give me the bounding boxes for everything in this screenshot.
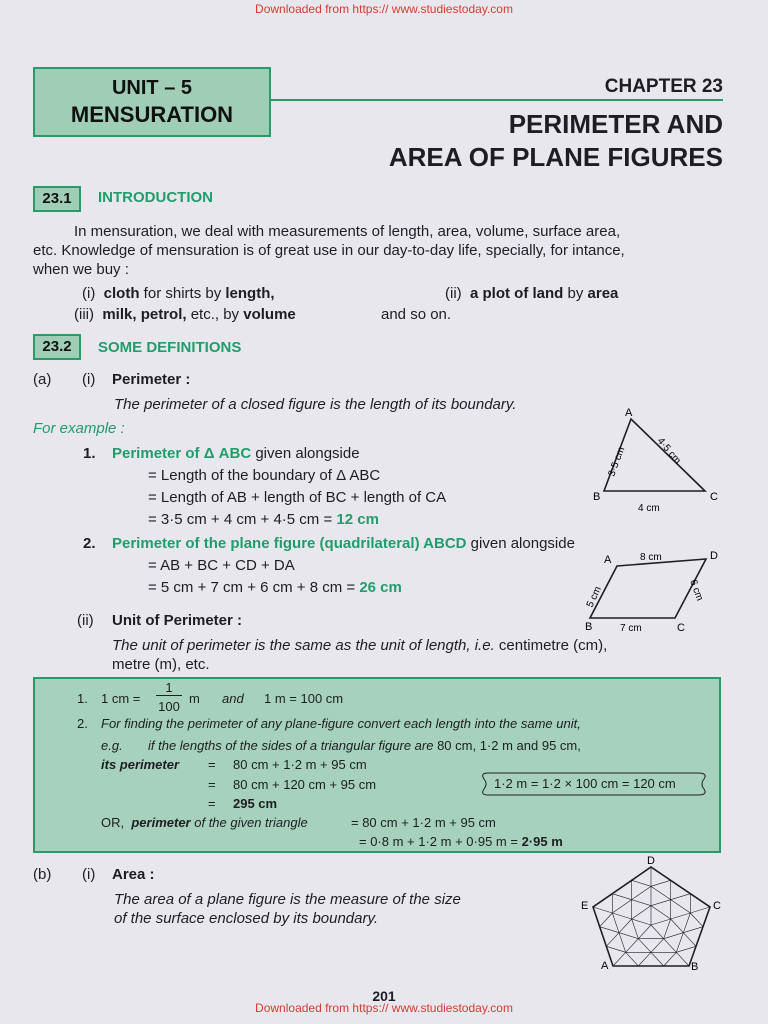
pentagon-mesh-edge bbox=[638, 939, 651, 953]
pentagon-mesh-edge bbox=[683, 913, 690, 933]
pentagon-mesh-edge bbox=[619, 933, 626, 953]
header-rule bbox=[271, 99, 723, 101]
pent-vertex-c: C bbox=[713, 900, 721, 912]
triangle-side-ab: 3·5 cm bbox=[606, 445, 628, 479]
pentagon-mesh-edge bbox=[626, 939, 639, 953]
example-2-line1: = AB + BC + CD + DA bbox=[148, 557, 295, 574]
for-example-label: For example : bbox=[33, 420, 125, 437]
area-heading: Area : bbox=[112, 866, 155, 883]
pentagon-mesh-edge bbox=[600, 927, 619, 933]
note-or-line1: = 80 cm + 1·2 m + 95 cm bbox=[351, 815, 496, 830]
note-or: OR, perimeter of the given triangle bbox=[101, 815, 308, 830]
pentagon-mesh-edge bbox=[651, 939, 664, 953]
chapter-title-line1: PERIMETER AND bbox=[508, 109, 723, 139]
note-2-number: 2. bbox=[77, 716, 88, 731]
pentagon-mesh-edge bbox=[600, 913, 613, 927]
item-a-label: (a) bbox=[33, 371, 52, 388]
pentagon-mesh-edge bbox=[651, 919, 671, 925]
item-b-label: (b) bbox=[33, 866, 52, 883]
pentagon-mesh-edge bbox=[651, 906, 671, 919]
example-1-line3: = 3·5 cm + 4 cm + 4·5 cm = 12 cm bbox=[148, 511, 379, 528]
unit-definition-line2: metre (m), etc. bbox=[112, 656, 210, 673]
quad-side-ad: 8 cm bbox=[640, 552, 662, 563]
section-title-introduction: INTRODUCTION bbox=[98, 189, 213, 206]
note-1-numerator: 1 bbox=[156, 681, 182, 696]
example-1-title: Perimeter of Δ ABC given alongside bbox=[112, 445, 360, 462]
pentagon-mesh-edge bbox=[632, 900, 651, 906]
perimeter-heading: Perimeter : bbox=[112, 371, 191, 388]
unit-number: UNIT – 5 bbox=[111, 77, 193, 99]
note-or-line2: = 0·8 m + 1·2 m + 0·95 m = 2·95 m bbox=[359, 834, 563, 849]
example-2-line2: = 5 cm + 7 cm + 6 cm + 8 cm = 26 cm bbox=[148, 579, 402, 596]
example-1-line2: = Length of AB + length of BC + length of CA bbox=[148, 489, 447, 506]
pentagon-mesh-edge bbox=[664, 952, 677, 966]
quad-vertex-a: A bbox=[604, 554, 612, 566]
pentagon-mesh-edge bbox=[632, 886, 651, 899]
note-its-perimeter: its perimeter bbox=[101, 757, 180, 772]
pentagon-mesh-edge bbox=[606, 933, 619, 947]
note-1-and: and bbox=[222, 691, 244, 706]
pentagon-mesh-edge bbox=[690, 913, 703, 927]
pentagon-mesh-edge bbox=[676, 946, 696, 952]
quad-side-cd: 6 cm bbox=[687, 578, 705, 603]
section-number-23-2: 23.2 bbox=[33, 334, 81, 360]
pentagon-mesh-edge bbox=[606, 946, 625, 952]
section-title-definitions: SOME DEFINITIONS bbox=[98, 339, 242, 356]
download-banner-top[interactable]: Downloaded from https:// www.studiestoday.com bbox=[255, 2, 513, 16]
example-1-line1: = Length of the boundary of Δ ABC bbox=[148, 467, 381, 484]
pentagon-mesh-edge bbox=[612, 894, 631, 900]
triangle-vertex-a: A bbox=[625, 407, 633, 419]
quadrilateral-abcd-figure bbox=[570, 546, 725, 638]
chapter-title-line2: AREA OF PLANE FIGURES bbox=[388, 142, 723, 172]
quad-vertex-c: C bbox=[677, 622, 685, 634]
example-2-number: 2. bbox=[83, 535, 96, 552]
note-1-number: 1. bbox=[77, 691, 88, 706]
quad-side-bc: 7 cm bbox=[620, 623, 642, 634]
chapter-label: CHAPTER 23 bbox=[604, 76, 723, 97]
note-2-text: For finding the perimeter of any plane-figure convert each length into the same unit, bbox=[101, 716, 581, 731]
note-eq-3: = bbox=[208, 796, 216, 811]
pentagon-mesh-edge bbox=[651, 880, 671, 886]
pentagon-mesh-edge bbox=[651, 900, 671, 906]
pentagon-mesh-edge bbox=[632, 919, 651, 925]
pentagon-mesh-edge bbox=[671, 900, 691, 913]
pentagon-mesh-edge bbox=[612, 913, 631, 919]
pentagon-mesh-edge bbox=[619, 919, 632, 933]
pentagon-mesh-edge bbox=[626, 952, 639, 966]
pent-vertex-e: E bbox=[581, 900, 589, 912]
area-definition-line1: The area of a plane figure is the measure of the size bbox=[114, 891, 461, 908]
pentagon-mesh-edge bbox=[632, 880, 651, 886]
note-1-denominator: 100 bbox=[158, 699, 180, 714]
quad-vertex-b: B bbox=[585, 621, 593, 633]
conversion-cloud-text: 1·2 m = 1·2 × 100 cm = 120 cm bbox=[494, 776, 676, 791]
pentagon-mesh-edge bbox=[632, 906, 651, 919]
download-banner-bottom[interactable]: Downloaded from https:// www.studiestoday.com bbox=[255, 1001, 513, 1015]
example-1-number: 1. bbox=[83, 445, 96, 462]
unit-box bbox=[33, 67, 271, 137]
section-number-23-1: 23.1 bbox=[33, 186, 81, 212]
pentagon-mesh-edge bbox=[593, 907, 612, 913]
pentagon-mesh-edge bbox=[651, 952, 664, 966]
item-ii-label: (ii) bbox=[77, 612, 94, 629]
pentagon-mesh-edge bbox=[638, 952, 651, 966]
area-definition-line2: of the surface enclosed by its boundary. bbox=[114, 910, 379, 927]
pentagon-abcde-shape bbox=[593, 867, 710, 966]
unit-of-perimeter-heading: Unit of Perimeter : bbox=[112, 612, 243, 629]
pentagon-mesh-edge bbox=[612, 900, 631, 913]
note-perimeter-line2: 80 cm + 120 cm + 95 cm bbox=[233, 777, 377, 792]
note-1-text-b: 1 m = 100 cm bbox=[264, 691, 344, 706]
triangle-vertex-b: B bbox=[593, 491, 601, 503]
pentagon-mesh-edge bbox=[671, 913, 691, 919]
pentagon-mesh-edge bbox=[671, 894, 691, 900]
pentagon-mesh-edge bbox=[664, 939, 677, 953]
perimeter-definition: The perimeter of a closed figure is the length of its boundary. bbox=[114, 396, 517, 413]
pentagon-mesh-edge bbox=[671, 919, 684, 933]
quad-vertex-d: D bbox=[710, 550, 718, 562]
buy-item-2: (ii) a plot of land by area bbox=[445, 285, 619, 302]
triangle-side-bc: 4 cm bbox=[638, 503, 660, 514]
pentagon-mesh-edge bbox=[676, 952, 689, 966]
pent-vertex-b: B bbox=[691, 961, 699, 973]
buy-item-1: (i) cloth for shirts by length, bbox=[82, 285, 275, 302]
quadrilateral-abcd-shape bbox=[590, 559, 706, 618]
note-eg: e.g. bbox=[101, 738, 123, 753]
pentagon-mesh-edge bbox=[683, 933, 696, 947]
triangle-vertex-c: C bbox=[710, 491, 718, 503]
buy-item-3: (iii) milk, petrol, etc., by volume bbox=[74, 306, 296, 323]
pentagon-mesh-edge bbox=[676, 933, 683, 953]
quad-side-ab: 5 cm bbox=[584, 584, 604, 610]
pentagon-mesh bbox=[593, 867, 710, 966]
pentagon-mesh-edge bbox=[632, 919, 639, 939]
unit-definition-line1: The unit of perimeter is the same as the unit of length, i.e. centimetre (cm), bbox=[112, 637, 608, 654]
pentagon-mesh-edge bbox=[638, 925, 651, 939]
pentagon-mesh-edge bbox=[612, 913, 619, 933]
intro-line3: when we buy : bbox=[33, 261, 129, 278]
unit-title: MENSURATION bbox=[70, 102, 234, 127]
pentagon-mesh-edge bbox=[619, 933, 638, 939]
pentagon-mesh-edge bbox=[651, 886, 671, 899]
pentagon-mesh-edge bbox=[683, 927, 703, 933]
note-1-text-a: 1 cm = bbox=[101, 691, 141, 706]
note-eq-1: = bbox=[208, 757, 216, 772]
note-eq-2: = bbox=[208, 777, 216, 792]
pentagon-mesh-edge bbox=[613, 952, 626, 966]
item-i-label: (i) bbox=[82, 371, 96, 388]
intro-line1: In mensuration, we deal with measurements of length, area, volume, surface area, bbox=[74, 223, 621, 240]
pent-vertex-d: D bbox=[647, 855, 655, 867]
note-perimeter-line3: 295 cm bbox=[233, 796, 278, 811]
pentagon-abcde-figure bbox=[577, 853, 727, 975]
triangle-side-ac: 4·5 cm bbox=[654, 435, 683, 467]
pentagon-mesh-edge bbox=[664, 919, 671, 939]
intro-line2: etc. Knowledge of mensuration is of great use in our day-to-day life, specially, for intance, bbox=[33, 242, 625, 259]
note-perimeter-line1: 80 cm + 1·2 m + 95 cm bbox=[233, 757, 367, 772]
pent-vertex-a: A bbox=[601, 960, 609, 972]
pentagon-mesh-edge bbox=[690, 907, 710, 913]
note-eg-text: if the lengths of the sides of a triangular figure are 80 cm, 1·2 m and 95 cm, bbox=[148, 738, 581, 753]
item-b-i-label: (i) bbox=[82, 866, 96, 883]
triangle-abc-figure bbox=[590, 405, 725, 517]
example-2-title: Perimeter of the plane figure (quadrilateral) ABCD given alongside bbox=[112, 535, 575, 552]
note-1-m: m bbox=[189, 691, 200, 706]
pentagon-mesh-edge bbox=[664, 933, 684, 939]
page-number: 201 bbox=[372, 988, 396, 1004]
pentagon-mesh-edge bbox=[651, 925, 664, 939]
and-so-on: and so on. bbox=[381, 306, 452, 323]
